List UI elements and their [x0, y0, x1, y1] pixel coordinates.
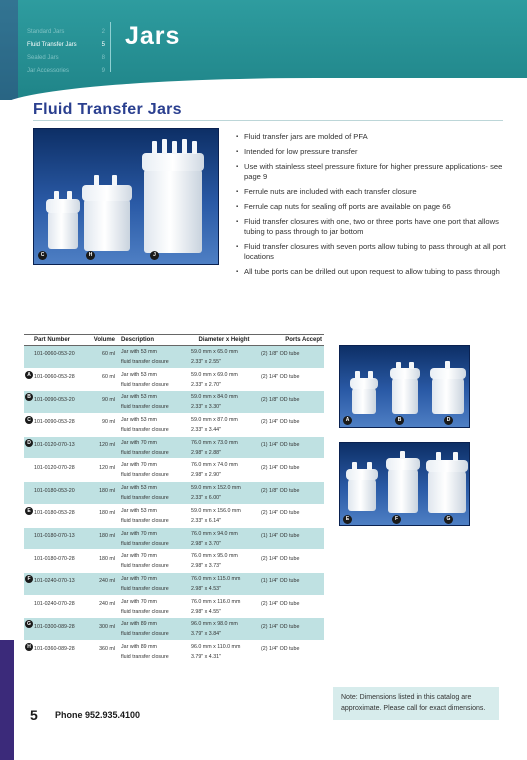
nav-item-page: 2	[101, 29, 105, 35]
nav-item-label: Sealed Jars	[27, 55, 59, 61]
jar-b	[392, 376, 418, 414]
table-header	[24, 334, 324, 346]
jar-b-port	[396, 362, 401, 369]
cell-description-line: fluid transfer closure	[121, 472, 169, 479]
cell-part-number	[24, 414, 85, 436]
jar-e	[348, 477, 376, 511]
cell-volume-line: 90 ml	[102, 419, 115, 426]
photo-label-j: J	[150, 251, 159, 260]
cell-dimensions-line: 76.0 mm x 74.0 mm	[191, 462, 238, 469]
cell-volume-line: 120 ml	[99, 442, 115, 449]
jar-e-port	[367, 462, 372, 470]
table-row	[24, 641, 324, 664]
cell-description	[118, 618, 188, 640]
row-marker: D	[25, 439, 33, 447]
cell-part-number	[24, 618, 85, 640]
photo-label-d: D	[444, 416, 453, 425]
header-ports-accept: Ports Accept	[285, 337, 322, 343]
cell-ports	[258, 391, 324, 413]
photo-label-g: G	[444, 515, 453, 524]
product-photo-efg	[339, 442, 470, 526]
table-row	[24, 391, 324, 414]
cell-volume-line: 240 ml	[99, 600, 115, 607]
cell-volume	[85, 437, 118, 459]
cell-dimensions-line: 59.0 mm x 69.0 mm	[191, 371, 238, 378]
jar-h-port	[94, 175, 99, 186]
cell-ports-line: (2) 1/4" OD tube	[261, 555, 300, 562]
cell-description-line: Jar with 70 mm	[121, 553, 157, 560]
cell-description-line: Jar with 89 mm	[121, 643, 157, 650]
cell-dimensions	[188, 505, 258, 527]
cell-dimensions	[188, 391, 258, 413]
cell-description-line: Jar with 53 mm	[121, 485, 157, 492]
cell-description-line: fluid transfer closure	[121, 404, 169, 411]
photo-label-e: E	[343, 515, 352, 524]
jar-c-port	[67, 191, 72, 200]
cell-ports	[258, 369, 324, 391]
cell-description	[118, 550, 188, 572]
cell-part-number	[24, 505, 85, 527]
cell-dimensions-line: 59.0 mm x 87.0 mm	[191, 417, 238, 424]
section-title: Fluid Transfer Jars	[33, 101, 182, 118]
cell-volume	[85, 618, 118, 640]
row-marker: H	[25, 643, 33, 651]
row-marker: E	[25, 507, 33, 515]
cell-volume	[85, 414, 118, 436]
jar-g-port	[453, 452, 458, 461]
cell-ports	[258, 528, 324, 550]
jar-d-cap	[430, 368, 466, 379]
jar-j-port	[182, 139, 187, 154]
jar-j-port	[172, 141, 177, 154]
cell-description-line: Jar with 53 mm	[121, 349, 157, 355]
jar-g-port	[436, 452, 441, 461]
cell-description-line: fluid transfer closure	[121, 631, 169, 638]
row-marker: B	[25, 393, 33, 401]
jar-c	[48, 209, 78, 249]
cell-volume	[85, 369, 118, 391]
cell-dimensions-line: 2.33" x 6.00"	[191, 495, 221, 502]
cell-dimensions-line: 76.0 mm x 115.0 mm	[191, 575, 241, 582]
cell-dimensions-line: 3.79" x 4.31"	[191, 653, 221, 660]
jar-e-port	[352, 462, 357, 470]
nav-item-label: Standard Jars	[27, 29, 65, 35]
cell-part-number	[24, 528, 85, 550]
cell-dimensions	[188, 437, 258, 459]
table-row	[24, 573, 324, 596]
cell-ports	[258, 573, 324, 595]
cell-part-number-line: 101-0240-070-28	[34, 600, 75, 607]
cell-ports-line: (1) 1/4" OD tube	[261, 442, 300, 449]
cell-dimensions	[188, 528, 258, 550]
cell-ports-line: (2) 1/4" OD tube	[261, 510, 300, 517]
jar-f-port	[400, 451, 405, 459]
cell-volume	[85, 573, 118, 595]
cell-description-line: fluid transfer closure	[121, 449, 169, 456]
cell-volume-line: 90 ml	[102, 396, 115, 403]
cell-description-line: fluid transfer closure	[121, 608, 169, 615]
cell-description-line: fluid transfer closure	[121, 427, 169, 434]
cell-ports	[258, 346, 324, 368]
cell-volume-line: 180 ml	[99, 487, 115, 494]
cell-description-line: fluid transfer closure	[121, 517, 169, 524]
cell-ports-line: (2) 1/8" OD tube	[261, 396, 300, 403]
cell-dimensions	[188, 369, 258, 391]
cell-description	[118, 482, 188, 504]
cell-ports	[258, 596, 324, 618]
photo-label-h: H	[86, 251, 95, 260]
cell-description-line: fluid transfer closure	[121, 381, 169, 388]
cell-dimensions-line: 59.0 mm x 156.0 mm	[191, 507, 241, 514]
cell-ports-line: (1) 1/4" OD tube	[261, 578, 300, 585]
table-row	[24, 618, 324, 641]
cell-ports-line: (2) 1/4" OD tube	[261, 600, 300, 607]
cell-part-number	[24, 573, 85, 595]
cell-volume	[85, 596, 118, 618]
jar-h	[84, 197, 130, 251]
cell-dimensions	[188, 573, 258, 595]
cell-ports-line: (2) 1/4" OD tube	[261, 419, 300, 426]
cell-description	[118, 391, 188, 413]
feature-bullet: ▪ Fluid transfer closures with seven ports allow tubing to pass through at all port locations	[236, 242, 506, 262]
jar-j	[144, 167, 202, 253]
cell-part-number	[24, 459, 85, 481]
page-edge-bar	[0, 640, 14, 760]
cell-volume	[85, 528, 118, 550]
cell-dimensions	[188, 596, 258, 618]
table-row	[24, 550, 324, 573]
photo-label-c: C	[38, 251, 47, 260]
nav-item-label: Jar Accessories	[27, 68, 70, 74]
cell-dimensions	[188, 550, 258, 572]
jar-j-cap	[142, 153, 204, 171]
table-row	[24, 437, 324, 460]
cell-dimensions-line: 2.33" x 6.14"	[191, 517, 221, 524]
cell-volume	[85, 459, 118, 481]
cell-volume	[85, 641, 118, 663]
feature-bullet: ▪ All tube ports can be drilled out upon request to allow tubing to pass through	[236, 267, 506, 277]
jar-d	[432, 376, 464, 414]
feature-bullet: ▪ Intended for low pressure transfer	[236, 147, 506, 157]
cell-dimensions-line: 59.0 mm x 84.0 mm	[191, 394, 238, 401]
cell-ports-line: (2) 1/8" OD tube	[261, 487, 300, 494]
cell-part-number-line: 101-0060-053-28	[34, 374, 75, 381]
nav-item[interactable]	[27, 52, 105, 65]
cell-dimensions-line: 59.0 mm x 152.0 mm	[191, 485, 241, 492]
cell-dimensions	[188, 459, 258, 481]
table-row	[24, 459, 324, 482]
cell-description-line: Jar with 70 mm	[121, 462, 157, 469]
cell-dimensions-line: 2.33" x 2.70"	[191, 381, 221, 388]
row-marker: G	[25, 620, 33, 628]
jar-h-port	[112, 175, 117, 186]
cell-part-number-line: 101-0240-070-13	[34, 578, 75, 585]
table-row	[24, 414, 324, 437]
cell-description	[118, 528, 188, 550]
title-rule	[33, 120, 503, 121]
cell-volume	[85, 550, 118, 572]
table-row	[24, 369, 324, 392]
jar-c-cap	[46, 199, 80, 213]
feature-bullet: ▪ Fluid transfer closures with one, two or three ports have one port that allows tubing to pass through to jar bottom	[236, 217, 506, 237]
cell-dimensions	[188, 618, 258, 640]
cell-volume-line: 180 ml	[99, 532, 115, 539]
cell-ports-line: (2) 1/4" OD tube	[261, 374, 300, 381]
cell-dimensions-line: 2.98" x 2.90"	[191, 472, 221, 479]
cell-ports-line: (2) 1/4" OD tube	[261, 646, 300, 653]
cell-dimensions-line: 76.0 mm x 116.0 mm	[191, 598, 241, 605]
cell-dimensions-line: 76.0 mm x 73.0 mm	[191, 439, 238, 446]
cell-ports	[258, 618, 324, 640]
jar-b-cap	[390, 368, 420, 379]
table-row	[24, 596, 324, 619]
dimensions-note: Note: Dimensions listed in this catalog are approximate. Please call for exact dimensions.	[333, 687, 499, 720]
header-dimensions: Diameter x Height	[198, 337, 250, 343]
table-row	[24, 346, 324, 369]
cell-dimensions-line: 3.79" x 3.84"	[191, 631, 221, 638]
cell-dimensions-line: 2.98" x 4.55"	[191, 608, 221, 615]
cell-description-line: Jar with 70 mm	[121, 530, 157, 537]
cell-ports	[258, 437, 324, 459]
jar-h-cap	[82, 185, 132, 201]
cell-volume-line: 180 ml	[99, 555, 115, 562]
nav-item[interactable]	[27, 26, 105, 39]
cell-description	[118, 346, 188, 368]
jar-b-port	[409, 362, 414, 369]
cell-volume-line: 60 ml	[102, 374, 115, 381]
nav-divider	[110, 22, 111, 72]
row-marker: A	[25, 371, 33, 379]
nav-item-label: Fluid Transfer Jars	[27, 42, 77, 48]
cell-part-number	[24, 391, 85, 413]
cell-volume-line: 180 ml	[99, 510, 115, 517]
cell-part-number	[24, 641, 85, 663]
nav-item-page: 9	[101, 68, 105, 74]
cell-volume-line: 240 ml	[99, 578, 115, 585]
cell-volume-line: 360 ml	[99, 646, 115, 653]
cell-ports	[258, 459, 324, 481]
cell-description-line: fluid transfer closure	[121, 495, 169, 502]
cell-part-number-line: 101-0090-053-28	[34, 419, 75, 426]
cell-dimensions-line: 59.0 mm x 65.0 mm	[191, 349, 238, 355]
jar-g-cap	[426, 460, 468, 472]
cell-dimensions-line: 2.98" x 4.53"	[191, 585, 221, 592]
cell-dimensions	[188, 414, 258, 436]
jar-g	[428, 469, 466, 513]
cell-ports	[258, 550, 324, 572]
cell-part-number	[24, 550, 85, 572]
cell-description-line: Jar with 53 mm	[121, 507, 157, 514]
cell-part-number-line: 101-0180-070-28	[34, 555, 75, 562]
jar-a-port	[355, 371, 360, 379]
photo-label-b: B	[395, 416, 404, 425]
feature-list	[236, 132, 506, 282]
product-photo-main	[33, 128, 219, 265]
cell-description	[118, 573, 188, 595]
cell-volume-line: 300 ml	[99, 623, 115, 630]
cell-description-line: Jar with 70 mm	[121, 598, 157, 605]
header-description: Description	[121, 337, 155, 343]
cell-volume-line: 60 ml	[102, 351, 115, 358]
cell-volume	[85, 346, 118, 368]
jar-j-port	[192, 141, 197, 154]
table-row	[24, 482, 324, 505]
cell-ports-line: (1) 1/4" OD tube	[261, 532, 300, 539]
cell-part-number-line: 101-0180-053-28	[34, 510, 75, 517]
cell-ports	[258, 414, 324, 436]
cell-dimensions-line: 2.98" x 3.73"	[191, 563, 221, 570]
cell-part-number-line: 101-0180-070-13	[34, 532, 75, 539]
cell-description-line: fluid transfer closure	[121, 359, 169, 365]
jar-f-cap	[386, 458, 420, 470]
cell-dimensions-line: 2.98" x 3.70"	[191, 540, 221, 547]
cell-description-line: fluid transfer closure	[121, 585, 169, 592]
feature-bullet: ▪ Use with stainless steel pressure fixture for higher pressure applications- see page 9	[236, 162, 506, 182]
phone-number: Phone 952.935.4100	[55, 710, 141, 720]
cell-ports-line: (2) 1/4" OD tube	[261, 623, 300, 630]
cell-volume	[85, 391, 118, 413]
product-photo-abd	[339, 345, 470, 428]
cell-dimensions-line: 2.33" x 2.55"	[191, 359, 221, 365]
cell-ports-line: (2) 1/4" OD tube	[261, 464, 300, 471]
cell-description-line: fluid transfer closure	[121, 563, 169, 570]
cell-part-number	[24, 596, 85, 618]
cell-description	[118, 437, 188, 459]
cell-ports	[258, 641, 324, 663]
cell-description	[118, 596, 188, 618]
cell-volume	[85, 505, 118, 527]
cell-part-number-line: 101-0120-070-13	[34, 442, 75, 449]
jar-j-port	[162, 139, 167, 154]
cell-ports-line: (2) 1/8" OD tube	[261, 351, 300, 358]
section-nav	[27, 26, 105, 78]
cell-dimensions-line: 76.0 mm x 95.0 mm	[191, 553, 238, 560]
cell-part-number	[24, 369, 85, 391]
cell-volume	[85, 482, 118, 504]
header-volume: Volume	[93, 337, 115, 343]
cell-part-number-line: 101-0090-053-20	[34, 396, 75, 403]
header-accent-strip	[0, 0, 18, 100]
cell-part-number	[24, 346, 85, 368]
page-title: Jars	[125, 22, 181, 50]
cell-description	[118, 414, 188, 436]
cell-dimensions-line: 96.0 mm x 110.0 mm	[191, 643, 241, 650]
nav-item-page: 8	[101, 55, 105, 61]
nav-item[interactable]	[27, 65, 105, 78]
photo-label-a: A	[343, 416, 352, 425]
table-body	[24, 346, 324, 664]
jar-a-cap	[350, 378, 378, 389]
cell-description	[118, 641, 188, 663]
cell-dimensions-line: 2.33" x 3.44"	[191, 427, 221, 434]
cell-description-line: Jar with 70 mm	[121, 575, 157, 582]
feature-bullet: ▪ Ferrule nuts are included with each transfer closure	[236, 187, 506, 197]
cell-dimensions	[188, 482, 258, 504]
cell-description-line: Jar with 70 mm	[121, 439, 157, 446]
cell-part-number-line: 101-0360-089-28	[34, 646, 75, 653]
row-marker: F	[25, 575, 33, 583]
feature-bullet: ▪ Fluid transfer jars are molded of PFA	[236, 132, 506, 142]
cell-dimensions	[188, 346, 258, 368]
jar-a-port	[368, 371, 373, 379]
feature-bullet: ▪ Ferrule cap nuts for sealing off ports are available on page 66	[236, 202, 506, 212]
cell-description	[118, 505, 188, 527]
photo-label-f: F	[392, 515, 401, 524]
cell-part-number-line: 101-0120-070-28	[34, 464, 75, 471]
cell-ports	[258, 482, 324, 504]
table-row	[24, 528, 324, 551]
jar-f	[388, 467, 418, 513]
jar-c-port	[54, 191, 59, 200]
cell-part-number	[24, 482, 85, 504]
cell-description-line: fluid transfer closure	[121, 540, 169, 547]
cell-description-line: Jar with 53 mm	[121, 417, 157, 424]
cell-description	[118, 369, 188, 391]
cell-dimensions-line: 2.33" x 3.30"	[191, 404, 221, 411]
cell-dimensions-line: 96.0 mm x 98.0 mm	[191, 621, 238, 628]
cell-description-line: Jar with 53 mm	[121, 394, 157, 401]
row-marker: C	[25, 416, 33, 424]
cell-part-number-line: 101-0300-089-28	[34, 623, 75, 630]
page-number: 5	[30, 707, 38, 723]
cell-description-line: fluid transfer closure	[121, 653, 169, 660]
cell-description-line: Jar with 89 mm	[121, 621, 157, 628]
cell-part-number-line: 101-0180-053-20	[34, 487, 75, 494]
cell-description	[118, 459, 188, 481]
product-table	[24, 334, 324, 664]
jar-d-port	[445, 361, 450, 369]
jar-a	[352, 386, 376, 414]
cell-volume-line: 120 ml	[99, 464, 115, 471]
cell-dimensions	[188, 641, 258, 663]
table-row	[24, 505, 324, 528]
cell-part-number-line: 101-0060-053-20	[34, 351, 75, 358]
nav-item[interactable]	[27, 39, 105, 52]
jar-e-cap	[346, 469, 378, 480]
cell-dimensions-line: 76.0 mm x 94.0 mm	[191, 530, 238, 537]
cell-ports	[258, 505, 324, 527]
header-part-number: Part Number	[34, 337, 71, 343]
cell-dimensions-line: 2.98" x 2.88"	[191, 449, 221, 456]
jar-j-port	[152, 141, 157, 154]
cell-part-number	[24, 437, 85, 459]
nav-item-page: 5	[101, 42, 105, 48]
cell-description-line: Jar with 53 mm	[121, 371, 157, 378]
